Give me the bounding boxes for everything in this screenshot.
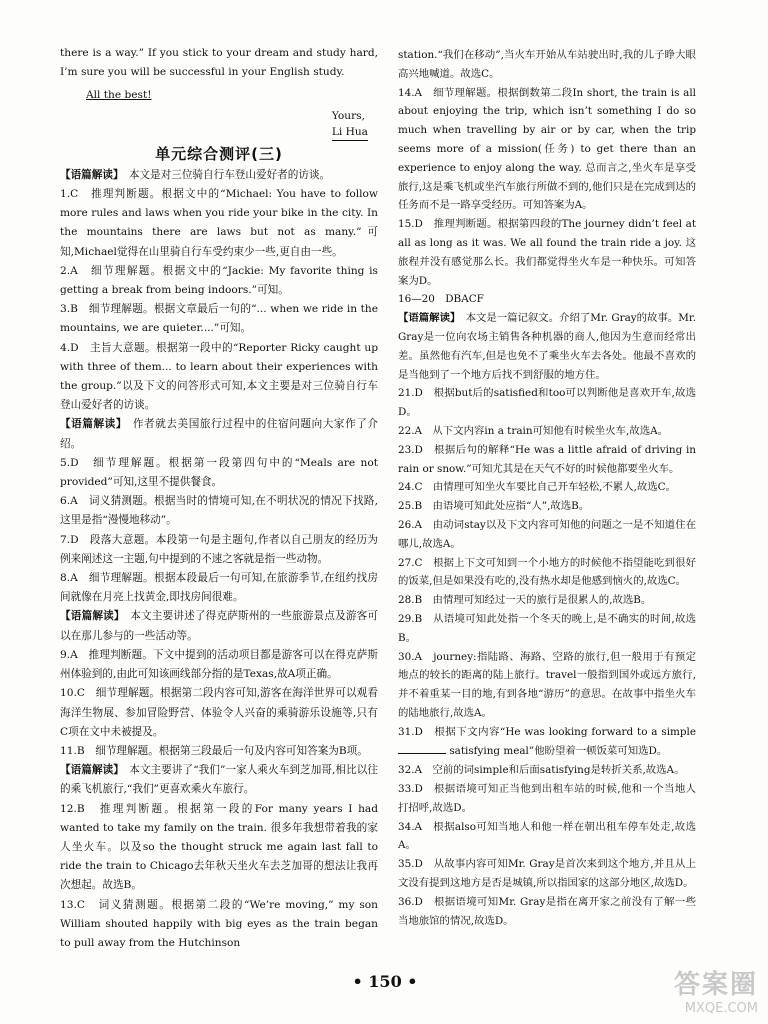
answer-text: 9.A 推理判断题。下文中提到的活动项目都是游客可以在得克萨斯州体验到的,由此可知该画线部分指的是Texas,故A项正确。 <box>60 648 378 681</box>
answer-text: 35.D 从故事内容可知Mr. Gray是首次来到这个地方,并且从上文没有提到这地方是否是城镇,所以指国家的这部分地区,故选D。 <box>398 858 696 890</box>
answer-text: 本文是一篇记叙文。介绍了Mr. Gray的故事。Mr. Gray是一位向农场主销售各种机器的商人,他因为生意而经常出差。虽然他有汽车,但是也免不了乘坐火车去各处。他最不喜欢的是当他到了一个地方后找不到舒服的地方住。 <box>398 312 697 381</box>
answer-item <box>60 185 378 262</box>
answer-item <box>60 569 378 607</box>
answer-text: 本文主要讲述了得克萨斯州的一些旅游景点及游客可以在那儿参与的一些活动等。 <box>60 610 379 642</box>
answer-text: 23.D 根据后句的解释“He was a little afraid of driving in rain or snow.”可知尤其是在天气不好的时候他都要坐火车。 <box>398 443 696 475</box>
answer-item <box>60 800 378 896</box>
answer-item <box>60 684 378 742</box>
answer-item <box>398 610 696 648</box>
answer-text: 10.C 细节理解题。根据第二段内容可知,游客在海洋世界可以观看海洋生物展、参加冒险野营、体验令人兴奋的乘骑游乐设施等,只有C项在文中未被提及。 <box>60 687 378 738</box>
answer-item <box>398 84 696 216</box>
answer-text: 本文是对三位骑自行车登山爱好者的访谈。 <box>128 168 331 181</box>
answer-text: 7.D 段落大意题。本段第一句是主题句,作者以自己朋友的经历为例来阐述这一主题,句中提到的不速之客就是指一些动物。 <box>60 533 378 565</box>
answer-text: 34.A 根据also可知当地人和他一样在朝出租车停车处走,故选A。 <box>398 820 696 852</box>
fill-blank <box>398 741 446 754</box>
answer-text: station.“我们在移动”,当火车开始从车站驶出时,我的儿子睁大眼高兴地喊道。故选C。 <box>398 49 696 80</box>
answer-item <box>398 761 696 780</box>
answer-text: 24.C 由情理可知坐火车要比自己开车轻松,不累人,故选C。 <box>398 481 677 494</box>
answer-item <box>398 591 696 610</box>
answer-text: 5.D 细节理解题。根据第一段第四句中的“Meals are not provided”可知,这里不提供餐食。 <box>60 456 378 489</box>
answer-text: 12.B 推理判断题。根据第一段的For many years I had wanted to take my family on the train. 很多年我想带着我的家人坐火车。以及so the thought struck me again last fall to ride the train to Chicago去年秋天坐火车去芝加哥的想法让我再次想起。故选B。 <box>60 802 378 892</box>
answer-text: 29.B 从语境可知此处指一个冬天的晚上,是不确实的时间,故选B。 <box>398 612 696 644</box>
answer-text: 22.A 从下文内容in a train可知他有时候坐火车,故选A。 <box>398 424 669 437</box>
answer-text: 4.D 主旨大意题。根据第一段中的“Reporter Ricky caught up with three of them... to learn about their experiences with the group.”以及下文的问答形式可知,本文主要是对三位骑自行车登山爱好者的访谈。 <box>60 341 378 412</box>
answer-item <box>398 554 696 592</box>
answer-text: 6.A 词义猜测题。根据当时的情境可知,在不明状况的情况下找路,这里是指“漫慢地移动”。 <box>60 495 378 527</box>
right-column <box>398 46 696 930</box>
answer-text: 13.C 词义猜测题。根据第二段的“We’re moving,” my son William shouted happily with big eyes as the train began to pull away from the Hutchinson <box>60 898 378 949</box>
answer-text: 33.D 根据语境可知正当他到出租车站的时候,他和一个当地人打招呼,故选D。 <box>398 783 696 814</box>
answer-item <box>60 646 378 684</box>
answer-item <box>398 497 696 516</box>
answer-text: 21.D 根据but后的satisfied和too可以判断他是喜欢开车,故选D。 <box>398 387 696 419</box>
answer-item <box>398 780 696 818</box>
watermark-url: MXQE.COM <box>684 1001 758 1016</box>
answer-item <box>398 478 696 497</box>
answer-text: 26.A 由动词stay以及下文内容可知他的问题之一是不知道住在哪儿,故选A。 <box>398 518 696 550</box>
left-answer-list <box>60 166 378 953</box>
answer-item <box>398 516 696 554</box>
passage-note <box>60 166 378 185</box>
answer-item <box>398 422 696 441</box>
passage-note-tag: 【语篇解读】 <box>60 764 119 777</box>
right-answer-list <box>398 46 696 930</box>
watermark-logo <box>638 964 758 1016</box>
letter-sign-line1: Yours, <box>331 109 365 122</box>
answer-text: 25.B 由语境可知此处应指“人”,故选B。 <box>398 500 590 513</box>
answer-text-after: satisfying meal”他盼望着一顿饭菜可知选D。 <box>449 745 668 758</box>
answer-text: 3.B 细节理解题。根据文章最后一句的“... when we ride in the mountains, we are quieter....”可知。 <box>60 303 378 335</box>
letter-tail: there is a way.” If you stick to your dream and study hard, I’m sure you will be successful in your English study. <box>60 47 378 79</box>
answer-text: 11.B 细节理解题。根据第三段最后一句及内容可知答案为B项。 <box>60 744 368 757</box>
answer-item <box>398 723 696 762</box>
answer-item <box>398 215 696 290</box>
answer-text: 15.D 推理判断题。根据第四段的The journey didn’t feel at all as long as it was. We all found the train ride a joy. 这旅程并没有感觉那么长。我们都觉得坐火车是一种快乐。可知答案为D。 <box>398 218 696 287</box>
answer-item <box>398 384 696 422</box>
answer-text: 30.A journey:指陆路、海路、空路的旅行,但一般用于有预定地点的较长的距离的陆上旅行。travel一般指到国外或远方旅行,并不着重某一目的地,有到各地“游历”的意思。在故事中指坐火车的陆地旅行,故选A。 <box>398 650 696 719</box>
letter-sign-line2: Li Hua <box>331 125 368 138</box>
answer-item <box>60 742 378 761</box>
passage-note <box>60 607 378 645</box>
passage-note-tag: 【语篇解读】 <box>60 168 119 181</box>
answer-text: 36.D 根据语境可知Mr. Gray是指在离开家之前没有了解一些当地旅馆的情况,故选D。 <box>398 895 696 927</box>
answer-item <box>398 855 696 893</box>
letter-closing: All the best! <box>86 89 152 102</box>
passage-note <box>398 309 696 384</box>
passage-note-tag: 【语篇解读】 <box>60 610 120 623</box>
answer-item <box>60 300 378 338</box>
answer-text: 16—20 DBACF <box>398 293 484 306</box>
section-title: 单元综合测评(三) <box>155 144 283 163</box>
answer-item <box>398 46 696 84</box>
answer-text: 32.A 空前的词simple和后面satisfying是转折关系,故选A。 <box>398 764 685 777</box>
answer-item <box>60 339 378 416</box>
answer-item <box>60 896 378 954</box>
answer-text: 作者就去美国旅行过程中的住宿问题向大家作了介绍。 <box>60 418 379 450</box>
passage-note-tag: 【语篇解读】 <box>60 418 122 431</box>
passage-note <box>60 761 378 799</box>
answer-text: 8.A 细节理解题。根据本段最后一句可知,在旅游季节,在纽约找房间就像在月亮上找黄金,即找房间很难。 <box>60 572 378 604</box>
answer-item <box>60 531 378 569</box>
answer-text: 31.D 根据下文内容“He was looking forward to a simple <box>398 725 696 738</box>
page-number: • 150 • <box>352 972 418 991</box>
answer-item <box>60 454 378 492</box>
answer-item <box>398 893 696 931</box>
letter-signature <box>60 108 368 141</box>
answer-text: 14.A 细节理解题。根据倒数第二段In short, the train is all about enjoying the trip, which isn’t something I do so much when travelling by air or by car, when the trip seems more of a mission(任务) to get there than an experience to enjoy along the way. 总而言之,坐火车是享受旅行,这是乘飞机或坐汽车旅行所做不到的,他们只是在完成到达的任务而不是一路享受经历。可知答案为A。 <box>398 86 696 212</box>
left-column <box>60 44 378 953</box>
watermark-logo-text: 答案圈 <box>673 970 758 1000</box>
answer-item <box>398 818 696 856</box>
answer-text: 2.A 细节理解题。根据文中的“Jackie: My favorite thing is getting a break from being indoors.”可知。 <box>60 264 378 297</box>
answer-item <box>398 441 696 479</box>
answer-text: 28.B 由情理可知经过一天的旅行是很累人的,故选B。 <box>398 594 652 607</box>
answer-item <box>398 648 696 723</box>
answer-text: 本文主要讲了“我们”一家人乘火车到芝加哥,相比以往的乘飞机旅行,“我们”更喜欢乘火车旅行。 <box>60 764 378 796</box>
answer-item <box>398 290 696 309</box>
answer-item <box>60 262 378 300</box>
answer-text: 1.C 推理判断题。根据文中的“Michael: You have to follow more rules and laws when you ride your bike in the city. In the mountains there are laws but not as many.”可知,Michael觉得在山里骑自行车受约束少一些,更自由一些。 <box>60 188 378 258</box>
answer-text: 27.C 根据上下文可知到一个小地方的时候他不指望能吃到很好的饭菜,但是如果没有吃的,没有热水却是他感到恼火的,故选C。 <box>398 556 696 588</box>
passage-note <box>60 415 378 453</box>
passage-note-tag: 【语篇解读】 <box>398 312 456 325</box>
answer-item <box>60 492 378 530</box>
